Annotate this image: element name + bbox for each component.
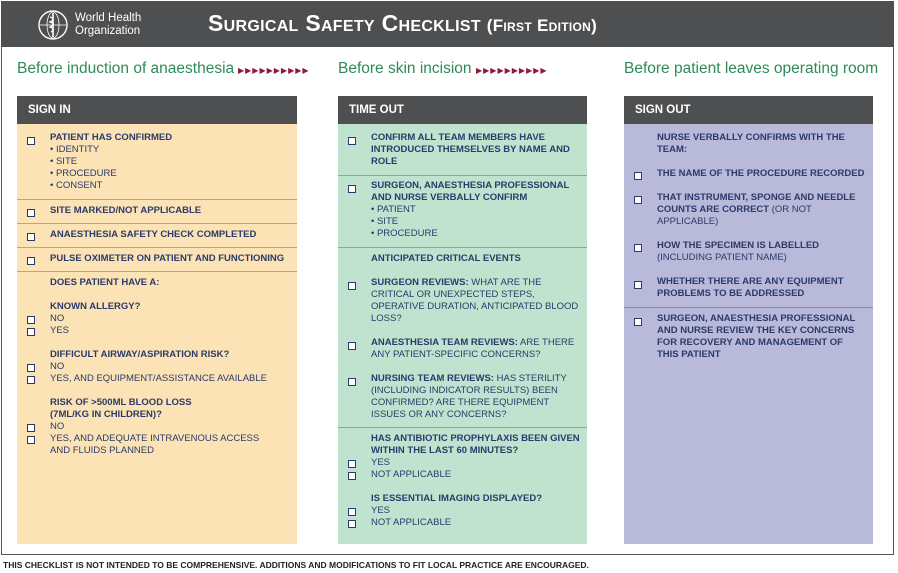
pulse-oximeter-label: PULSE OXIMETER ON PATIENT AND FUNCTIONING xyxy=(50,253,285,264)
confirmed-identity: • IDENTITY xyxy=(50,144,100,155)
divider xyxy=(338,175,587,176)
does-patient-have-label: DOES PATIENT HAVE A: xyxy=(50,277,160,288)
anticipated-events-label: ANTICIPATED CRITICAL EVENTS xyxy=(371,253,521,264)
imaging-na-label: NOT APPLICABLE xyxy=(371,517,452,528)
divider xyxy=(17,271,297,272)
checkbox-antibiotic-na[interactable] xyxy=(348,472,356,480)
confirmed-procedure: • PROCEDURE xyxy=(50,168,117,179)
divider xyxy=(17,199,297,200)
verbal-patient: • PATIENT xyxy=(371,204,416,215)
time-out-column xyxy=(338,96,587,544)
surgeon-reviews-bold: SURGEON REVIEWS: xyxy=(371,277,469,288)
divider xyxy=(17,247,297,248)
airway-yes-label: YES, AND EQUIPMENT/ASSISTANCE AVAILABLE xyxy=(50,373,267,384)
specimen-sub: (INCLUDING PATIENT NAME) xyxy=(657,252,787,263)
imaging-yes-label: YES xyxy=(371,505,391,516)
checkbox-nursing-reviews[interactable] xyxy=(348,378,356,386)
who-emblem-icon xyxy=(37,9,69,41)
airway-no-label: NO xyxy=(50,361,65,372)
antibiotic-yes-label: YES xyxy=(371,457,391,468)
known-allergy-label: KNOWN ALLERGY? xyxy=(50,301,141,312)
anaesthesia-reviews-bold: ANAESTHESIA TEAM REVIEWS: xyxy=(371,337,518,348)
nursing-reviews-text: HAS STERILITY (INCLUDING INDICATOR RESULTS) BEEN CONFIRMED? ARE THERE EQUIPMENT ISSUES OR ANY CONCERNS? xyxy=(371,373,567,420)
specimen-labelled-label xyxy=(657,240,867,264)
divider xyxy=(624,307,873,308)
anaesthesia-check-label: ANAESTHESIA SAFETY CHECK COMPLETED xyxy=(50,229,257,240)
org-name-line2: Organization xyxy=(75,24,141,37)
checkbox-verbal-confirm[interactable] xyxy=(348,185,356,193)
checkbox-antibiotic-yes[interactable] xyxy=(348,460,356,468)
checkbox-blood-no[interactable] xyxy=(27,424,35,432)
who-logo xyxy=(37,9,152,41)
verbal-site: • SITE xyxy=(371,216,399,227)
phase-before-leaving: Before patient leaves operating room xyxy=(624,60,879,77)
phase-before-induction: Before induction of anaesthesia xyxy=(17,60,235,77)
surgeon-reviews-text: WHAT ARE THE CRITICAL OR UNEXPECTED STEPS, OPERATIVE DURATION, ANTICIPATED BLOOD LOSS? xyxy=(371,277,579,324)
counts-correct-label xyxy=(657,192,867,228)
divider xyxy=(338,427,587,428)
arrow-icons-2: ▶▶▶▶▶▶▶▶▶▶ xyxy=(476,66,548,75)
sign-in-heading: SIGN IN xyxy=(17,96,297,124)
sign-out-column xyxy=(624,96,873,544)
blood-yes-label xyxy=(50,433,259,457)
nursing-reviews-label xyxy=(371,373,581,421)
antibiotic-na-label: NOT APPLICABLE xyxy=(371,469,452,480)
verbal-confirm-text: SURGEON, ANAESTHESIA PROFESSIONAL AND NURSE VERBALLY CONFIRM xyxy=(371,180,570,203)
divider xyxy=(17,223,297,224)
patient-confirmed-label xyxy=(50,132,291,192)
checkbox-airway-yes[interactable] xyxy=(27,376,35,384)
patient-confirmed-text: PATIENT HAS CONFIRMED xyxy=(50,132,173,143)
confirmed-site: • SITE xyxy=(50,156,78,167)
verbal-confirm-label xyxy=(371,180,581,240)
blood-loss-line1: RISK OF >500ML BLOOD LOSS xyxy=(50,397,192,408)
checkbox-blood-yes[interactable] xyxy=(27,436,35,444)
checkbox-allergy-yes[interactable] xyxy=(27,328,35,336)
nursing-reviews-bold: NURSING TEAM REVIEWS: xyxy=(371,373,494,384)
title-main: Surgical Safety Checklist xyxy=(208,10,481,36)
checkbox-counts-correct[interactable] xyxy=(634,196,642,204)
checkbox-procedure-recorded[interactable] xyxy=(634,172,642,180)
team-introduced-label: CONFIRM ALL TEAM MEMBERS HAVE INTRODUCED THEMSELVES BY NAME AND ROLE xyxy=(371,132,570,167)
phase-before-incision: Before skin incision xyxy=(338,60,472,77)
antibiotic-label: HAS ANTIBIOTIC PROPHYLAXIS BEEN GIVEN WITHIN THE LAST 60 MINUTES? xyxy=(371,433,580,456)
checkbox-specimen-labelled[interactable] xyxy=(634,244,642,252)
checkbox-equipment-problems[interactable] xyxy=(634,281,642,289)
sign-out-heading: SIGN OUT xyxy=(624,96,873,124)
anaesthesia-reviews-label xyxy=(371,337,581,361)
blood-yes-line1: YES, AND ADEQUATE INTRAVENOUS ACCESS xyxy=(50,433,260,444)
sign-in-body xyxy=(17,124,297,544)
divider xyxy=(338,247,587,248)
checkbox-site-marked[interactable] xyxy=(27,209,35,217)
imaging-label: IS ESSENTIAL IMAGING DISPLAYED? xyxy=(371,493,543,504)
equipment-problems-label: WHETHER THERE ARE ANY EQUIPMENT PROBLEMS TO BE ADDRESSED xyxy=(657,276,844,299)
checkbox-airway-no[interactable] xyxy=(27,364,35,372)
airway-risk-label: DIFFICULT AIRWAY/ASPIRATION RISK? xyxy=(50,349,230,360)
counts-correct-text: THAT INSTRUMENT, SPONGE AND NEEDLE COUNTS ARE CORRECT xyxy=(657,192,856,215)
checkbox-allergy-no[interactable] xyxy=(27,316,35,324)
blood-loss-line2: (7ML/KG IN CHILDREN)? xyxy=(50,409,162,420)
allergy-yes-label: YES xyxy=(50,325,70,336)
checkbox-recovery-review[interactable] xyxy=(634,318,642,326)
org-name-line1: World Health xyxy=(75,12,142,24)
header-bar xyxy=(1,1,894,47)
specimen-text: HOW THE SPECIMEN IS LABELLED xyxy=(657,240,820,251)
sign-in-column xyxy=(17,96,297,544)
recovery-review-label: SURGEON, ANAESTHESIA PROFESSIONAL AND NURSE REVIEW THE KEY CONCERNS FOR RECOVERY AND MANAGEMENT OF THIS PATIENT xyxy=(657,313,856,360)
checkbox-anaesthesia-reviews[interactable] xyxy=(348,342,356,350)
checkbox-anaesthesia-check[interactable] xyxy=(27,233,35,241)
confirmed-consent: • CONSENT xyxy=(50,180,103,191)
disclaimer-footer: THIS CHECKLIST IS NOT INTENDED TO BE COMPREHENSIVE. ADDITIONS AND MODIFICATIONS TO FIT LOCAL PRACTICE ARE ENCOURAGED. xyxy=(3,560,589,570)
sign-out-body xyxy=(624,124,873,544)
blood-loss-label xyxy=(50,397,291,421)
time-out-heading: TIME OUT xyxy=(338,96,587,124)
allergy-no-label: NO xyxy=(50,313,65,324)
arrow-icons-1: ▶▶▶▶▶▶▶▶▶▶ xyxy=(238,66,310,75)
nurse-confirms-label: NURSE VERBALLY CONFIRMS WITH THE TEAM: xyxy=(657,132,845,155)
blood-no-label: NO xyxy=(50,421,65,432)
blood-yes-line2: AND FLUIDS PLANNED xyxy=(50,445,154,456)
surgeon-reviews-label xyxy=(371,277,581,325)
site-marked-label: SITE MARKED/NOT APPLICABLE xyxy=(50,205,202,216)
anaesthesia-reviews-text: ARE THERE ANY PATIENT-SPECIFIC CONCERNS? xyxy=(371,337,575,360)
time-out-body xyxy=(338,124,587,544)
checkbox-imaging-na[interactable] xyxy=(348,520,356,528)
page-title xyxy=(208,10,597,37)
checkbox-pulse-oximeter[interactable] xyxy=(27,257,35,265)
org-name xyxy=(75,12,141,37)
checkbox-team-introduced[interactable] xyxy=(348,137,356,145)
procedure-recorded-label: THE NAME OF THE PROCEDURE RECORDED xyxy=(657,168,865,179)
counts-not-applicable: (OR NOT APPLICABLE) xyxy=(657,204,812,227)
checkbox-imaging-yes[interactable] xyxy=(348,508,356,516)
title-edition: (First Edition) xyxy=(486,16,598,35)
checkbox-patient-confirmed[interactable] xyxy=(27,137,35,145)
checkbox-surgeon-reviews[interactable] xyxy=(348,282,356,290)
verbal-procedure: • PROCEDURE xyxy=(371,228,438,239)
